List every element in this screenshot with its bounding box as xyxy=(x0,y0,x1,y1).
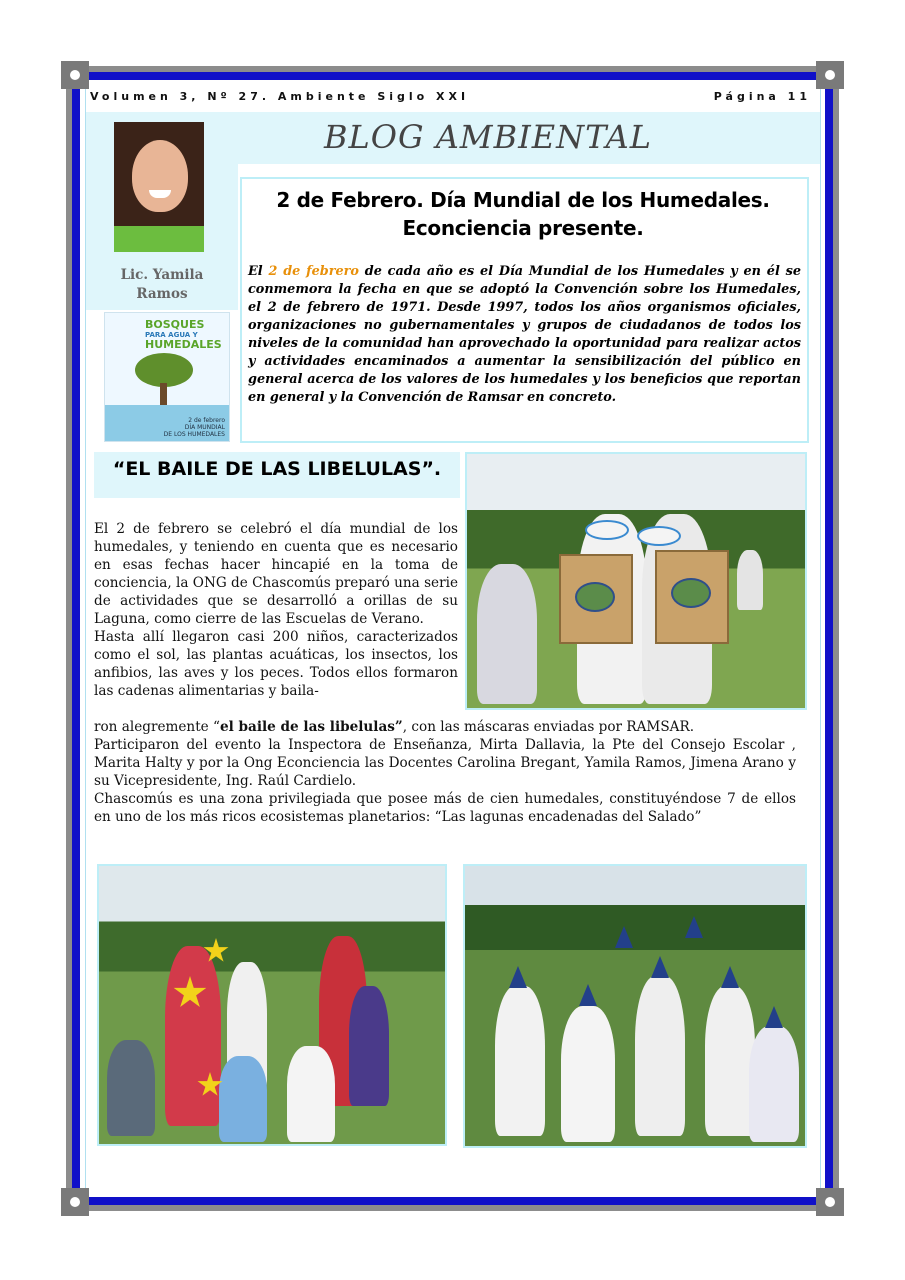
child-figure xyxy=(349,986,389,1106)
dragonfly-hat-icon xyxy=(721,966,739,988)
dragonfly-hat-icon xyxy=(509,966,527,988)
paragraph-dance xyxy=(94,718,796,736)
child-figure xyxy=(477,564,537,704)
child-figure xyxy=(635,976,685,1136)
article-body xyxy=(248,263,801,407)
photo-children-sun-costumes xyxy=(97,864,447,1146)
article-title xyxy=(248,186,798,242)
running-header-volume: Volumen 3, Nº 27. Ambiente Siglo XXI xyxy=(90,90,470,103)
article-date-highlight: 2 de febrero xyxy=(268,264,359,279)
photo-children-frog-masks xyxy=(465,452,807,710)
article-title-line2: Econciencia presente. xyxy=(402,216,644,240)
frame-right-border-blue xyxy=(825,80,833,1204)
poster-title-2 xyxy=(145,339,222,350)
child-figure xyxy=(107,1040,155,1136)
paragraph-participants: Participaron del evento la Inspectora de Enseñanza, Mirta Dallavia, la Pte del Consejo Escolar , Marita Halty y por la Ong Econciencia las Docentes Carolina Bregant, Yamila Ramos, Jimena Arano y su Vicepresidente, Ing. Raúl Cardielo. xyxy=(94,737,796,789)
paragraph-children: Hasta allí llegaron casi 200 niños, caracterizados como el sol, las plantas acuáticas, los insectos, los anfibios, las aves y los peces. Todos ellos formaron las cadenas alimentarias y baila- xyxy=(94,629,458,699)
poster-note-line2: DÍA MUNDIAL xyxy=(184,424,225,431)
child-figure xyxy=(287,1046,335,1142)
author-name-line1: Lic. Yamila xyxy=(120,267,204,283)
mask-icon xyxy=(637,526,681,546)
frame-top-border-blue xyxy=(78,72,830,80)
child-figure xyxy=(219,1056,267,1142)
section-full-text xyxy=(94,718,796,826)
poster-note-line1: 2 de febrero xyxy=(188,417,225,424)
dance-suffix: , con las máscaras enviadas por RAMSAR. xyxy=(402,719,695,735)
dance-prefix: ron alegremente “ xyxy=(94,719,220,735)
author-face xyxy=(132,140,188,212)
child-figure xyxy=(165,946,221,1126)
poster-title-line2: HUMEDALES xyxy=(145,338,222,351)
article-body-rest: de cada año es el Día Mundial de los Humedales y en él se conmemora la fecha en que se adoptó la Convención sobre los Humedales, el 2 de febrero de 1971. Desde 1997, todos los años organismos oficiales, organizaciones no gubernamentales y grupos de ciudadanos de todos los niveles de la comunidad han aprovechado la oportunidad para realizar actos y actividades encaminados a aumentar la sensibilización del público en general acerca de los valores de los humedales y los beneficios que reportan en general y la Convención de Ramsar en concreto. xyxy=(248,264,801,405)
child-figure xyxy=(749,1026,799,1142)
dragonfly-hat-icon xyxy=(685,916,703,938)
poster-title xyxy=(145,319,204,330)
author-photo xyxy=(114,122,204,252)
paragraph-chascomus: Chascomús es una zona privilegiada que posee más de cien humedales, constituyéndose 7 de ellos en uno de los más ricos ecosistemas planetarios: “Las lagunas encadenadas del Salado” xyxy=(94,791,796,825)
child-figure xyxy=(561,1006,615,1142)
poster-note xyxy=(164,417,225,438)
child-figure xyxy=(705,986,755,1136)
dragonfly-hat-icon xyxy=(765,1006,783,1028)
section-column-text xyxy=(94,520,458,700)
dragonfly-hat-icon xyxy=(579,984,597,1006)
frame-bottom-border-blue xyxy=(78,1197,830,1205)
child-figure xyxy=(737,550,763,610)
dragonfly-hat-icon xyxy=(651,956,669,978)
dragonfly-hat-icon xyxy=(615,926,633,948)
paragraph-intro: El 2 de febrero se celebró el día mundial de los humedales, y teniendo en cuenta que es necesario en esas fechas hacer hincapié en la toma de conciencia, la ONG de Chascomús preparó una serie de actividades que se desarrolló a orillas de su Laguna, como cierre de las Escuelas de Verano. xyxy=(94,521,458,627)
section-title: “EL BAILE DE LAS LIBELULAS”. xyxy=(112,458,442,480)
author-name-line2: Ramos xyxy=(136,286,188,302)
wetlands-day-poster xyxy=(104,312,230,442)
corner-rivet-icon xyxy=(816,61,844,89)
dance-bold: el baile de las libelulas” xyxy=(219,719,403,735)
tree-icon xyxy=(135,353,193,387)
poster-title-line1: BOSQUES xyxy=(145,318,205,331)
article-body-prefix: El xyxy=(248,264,269,279)
mask-icon xyxy=(585,520,629,540)
frame-left-border-blue xyxy=(72,80,80,1204)
author-name xyxy=(86,266,238,304)
photo-children-dragonfly-hats xyxy=(463,864,807,1148)
frame-right-border xyxy=(833,80,839,1204)
corner-rivet-icon xyxy=(61,61,89,89)
frame-bottom-border xyxy=(78,1205,830,1211)
corner-rivet-icon xyxy=(61,1188,89,1216)
inner-guide-right xyxy=(820,86,821,1192)
poster-note-line3: DE LOS HUMEDALES xyxy=(163,431,225,438)
running-header-page: Página 11 xyxy=(713,90,811,103)
author-shirt xyxy=(114,226,204,252)
blog-title: BLOG AMBIENTAL xyxy=(323,118,653,156)
frog-icon xyxy=(575,582,615,612)
poster-subtitle-text: PARA AGUA Y xyxy=(145,331,198,339)
article-title-line1: 2 de Febrero. Día Mundial de los Humedales. xyxy=(276,188,770,212)
frog-icon xyxy=(671,578,711,608)
corner-rivet-icon xyxy=(816,1188,844,1216)
child-figure xyxy=(495,986,545,1136)
